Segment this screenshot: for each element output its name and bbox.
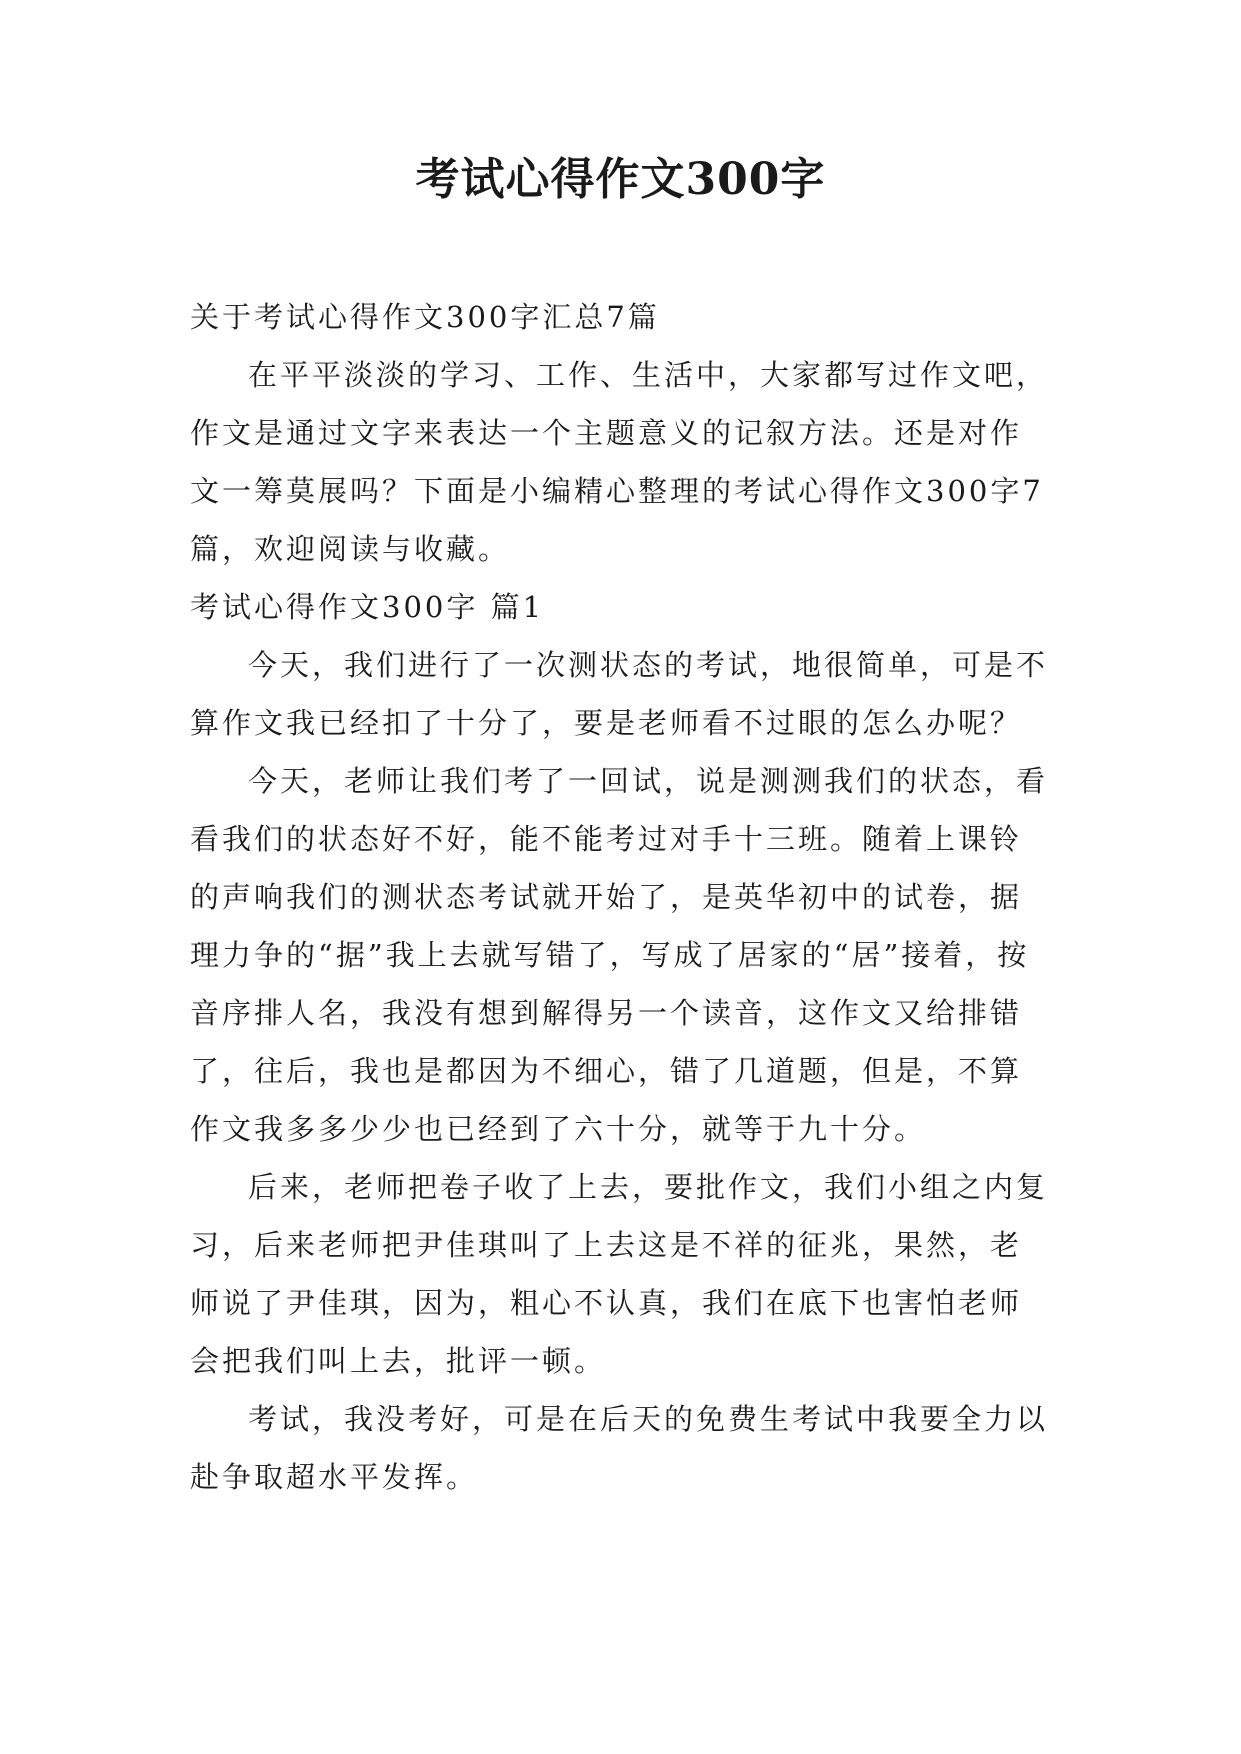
body-paragraph-2: 今天，老师让我们考了一回试，说是测测我们的状态，看看我们的状态好不好，能不能考过对手十三班。随着上课铃的声响我们的测状态考试就开始了，是英华初中的试卷，据理力争的“据”我上去就写错了，写成了居家的“居”接着，按音序排人名，我没有想到解得另一个读音，这作文又给排错了，往后，我也是都因为不细心，错了几道题，但是，不算作文我多多少少也已经到了六十分，就等于九十分。 bbox=[190, 764, 1049, 1146]
body-paragraph-3: 后来，老师把卷子收了上去，要批作文，我们小组之内复习，后来老师把尹佳琪叫了上去这是不祥的征兆，果然，老师说了尹佳琪，因为，粗心不认真，我们在底下也害怕老师会把我们叫上去，批评一顿。 bbox=[190, 1170, 1049, 1378]
body-paragraph-1: 今天，我们进行了一次测状态的考试，地很简单，可是不算作文我已经扣了十分了，要是老师看不过眼的怎么办呢？ bbox=[190, 648, 1049, 740]
body-paragraph-4: 考试，我没考好，可是在后天的免费生考试中我要全力以赴争取超水平发挥。 bbox=[190, 1402, 1049, 1494]
document-title: 考试心得作文300字 bbox=[415, 154, 826, 205]
document-subtitle: 关于考试心得作文300字汇总7篇 bbox=[190, 300, 660, 334]
intro-paragraph: 在平平淡淡的学习、工作、生活中，大家都写过作文吧，作文是通过文字来表达一个主题意义的记叙方法。还是对作文一筹莫展吗？下面是小编精心整理的考试心得作文300字7篇，欢迎阅读与收藏。 bbox=[190, 358, 1049, 566]
document-body bbox=[190, 288, 1052, 1506]
section-heading: 考试心得作文300字 篇1 bbox=[190, 590, 545, 624]
